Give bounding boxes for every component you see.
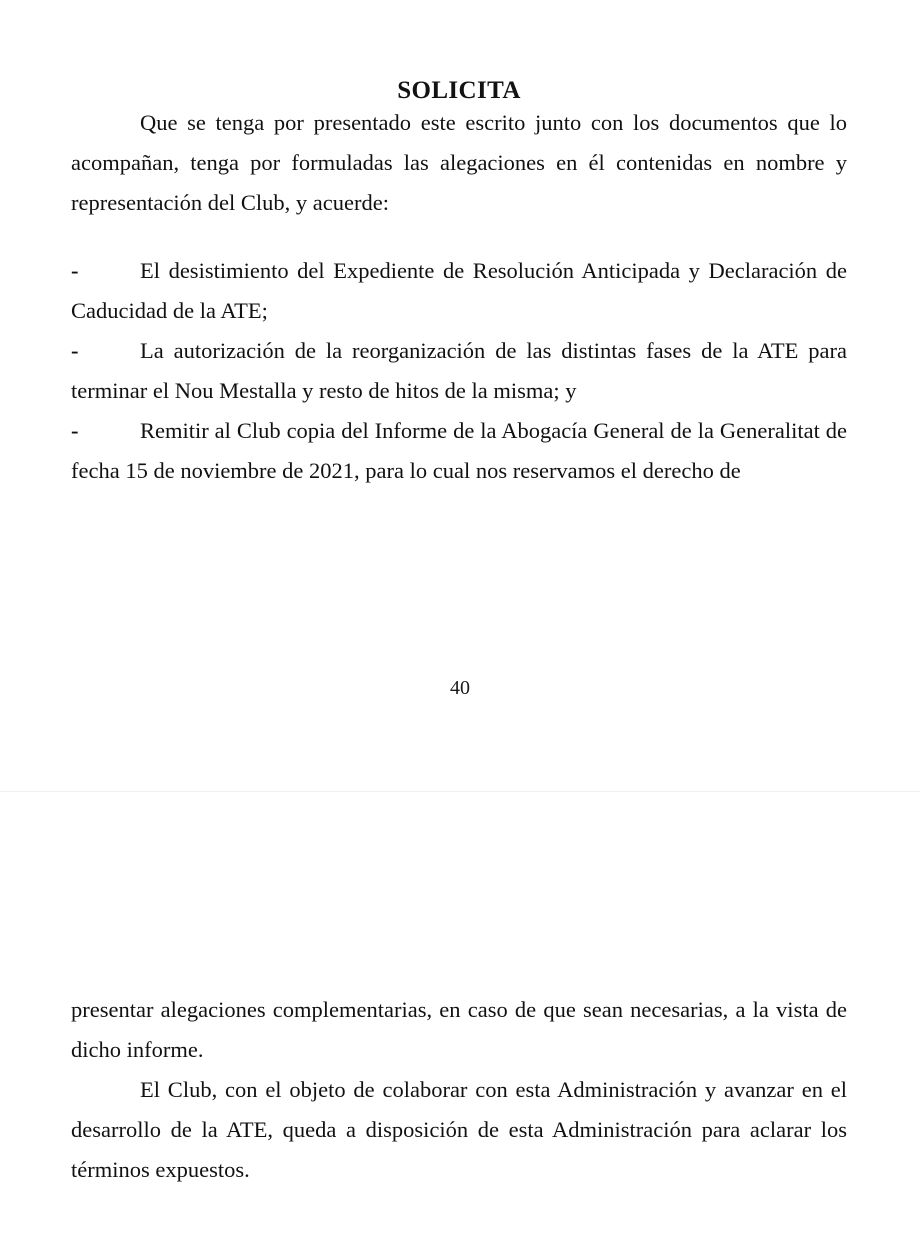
list-item-text: El desistimiento del Expediente de Resolución Anticipada y Declaración de Caducidad de la ATE; (71, 258, 847, 323)
spacer (71, 223, 847, 251)
closing-paragraph: El Club, con el objeto de colaborar con esta Administración y avanzar en el desarrollo de la ATE, queda a disposición de esta Administración para aclarar los términos expuestos. (71, 1077, 847, 1182)
bullet-dash-icon: - (71, 338, 79, 363)
list-item (71, 331, 847, 411)
continuation-paragraph: presentar alegaciones complementarias, en caso de que sean necesarias, a la vista de dicho informe. (71, 997, 847, 1062)
document-page-2 (0, 792, 920, 1221)
page-title: SOLICITA (397, 77, 521, 104)
page-number: 40 (450, 677, 470, 699)
list-item-text: La autorización de la reorganización de las distintas fases de la ATE para terminar el Nou Mestalla y resto de hitos de la misma; y (71, 338, 847, 403)
page-2-body (71, 792, 847, 1190)
list-item (71, 251, 847, 331)
page-1-body (71, 103, 847, 491)
list-item-text: Remitir al Club copia del Informe de la Abogacía General de la Generalitat de fecha 15 de noviembre de 2021, para lo cual nos reservamos el derecho de (71, 418, 847, 483)
list-item (71, 411, 847, 491)
bullet-dash-icon: - (71, 258, 79, 283)
bullet-dash-icon: - (71, 418, 79, 443)
intro-paragraph: Que se tenga por presentado este escrito junto con los documentos que lo acompañan, tenga por formuladas las alegaciones en él contenidas en nombre y representación del Club, y acuerde: (71, 110, 847, 215)
